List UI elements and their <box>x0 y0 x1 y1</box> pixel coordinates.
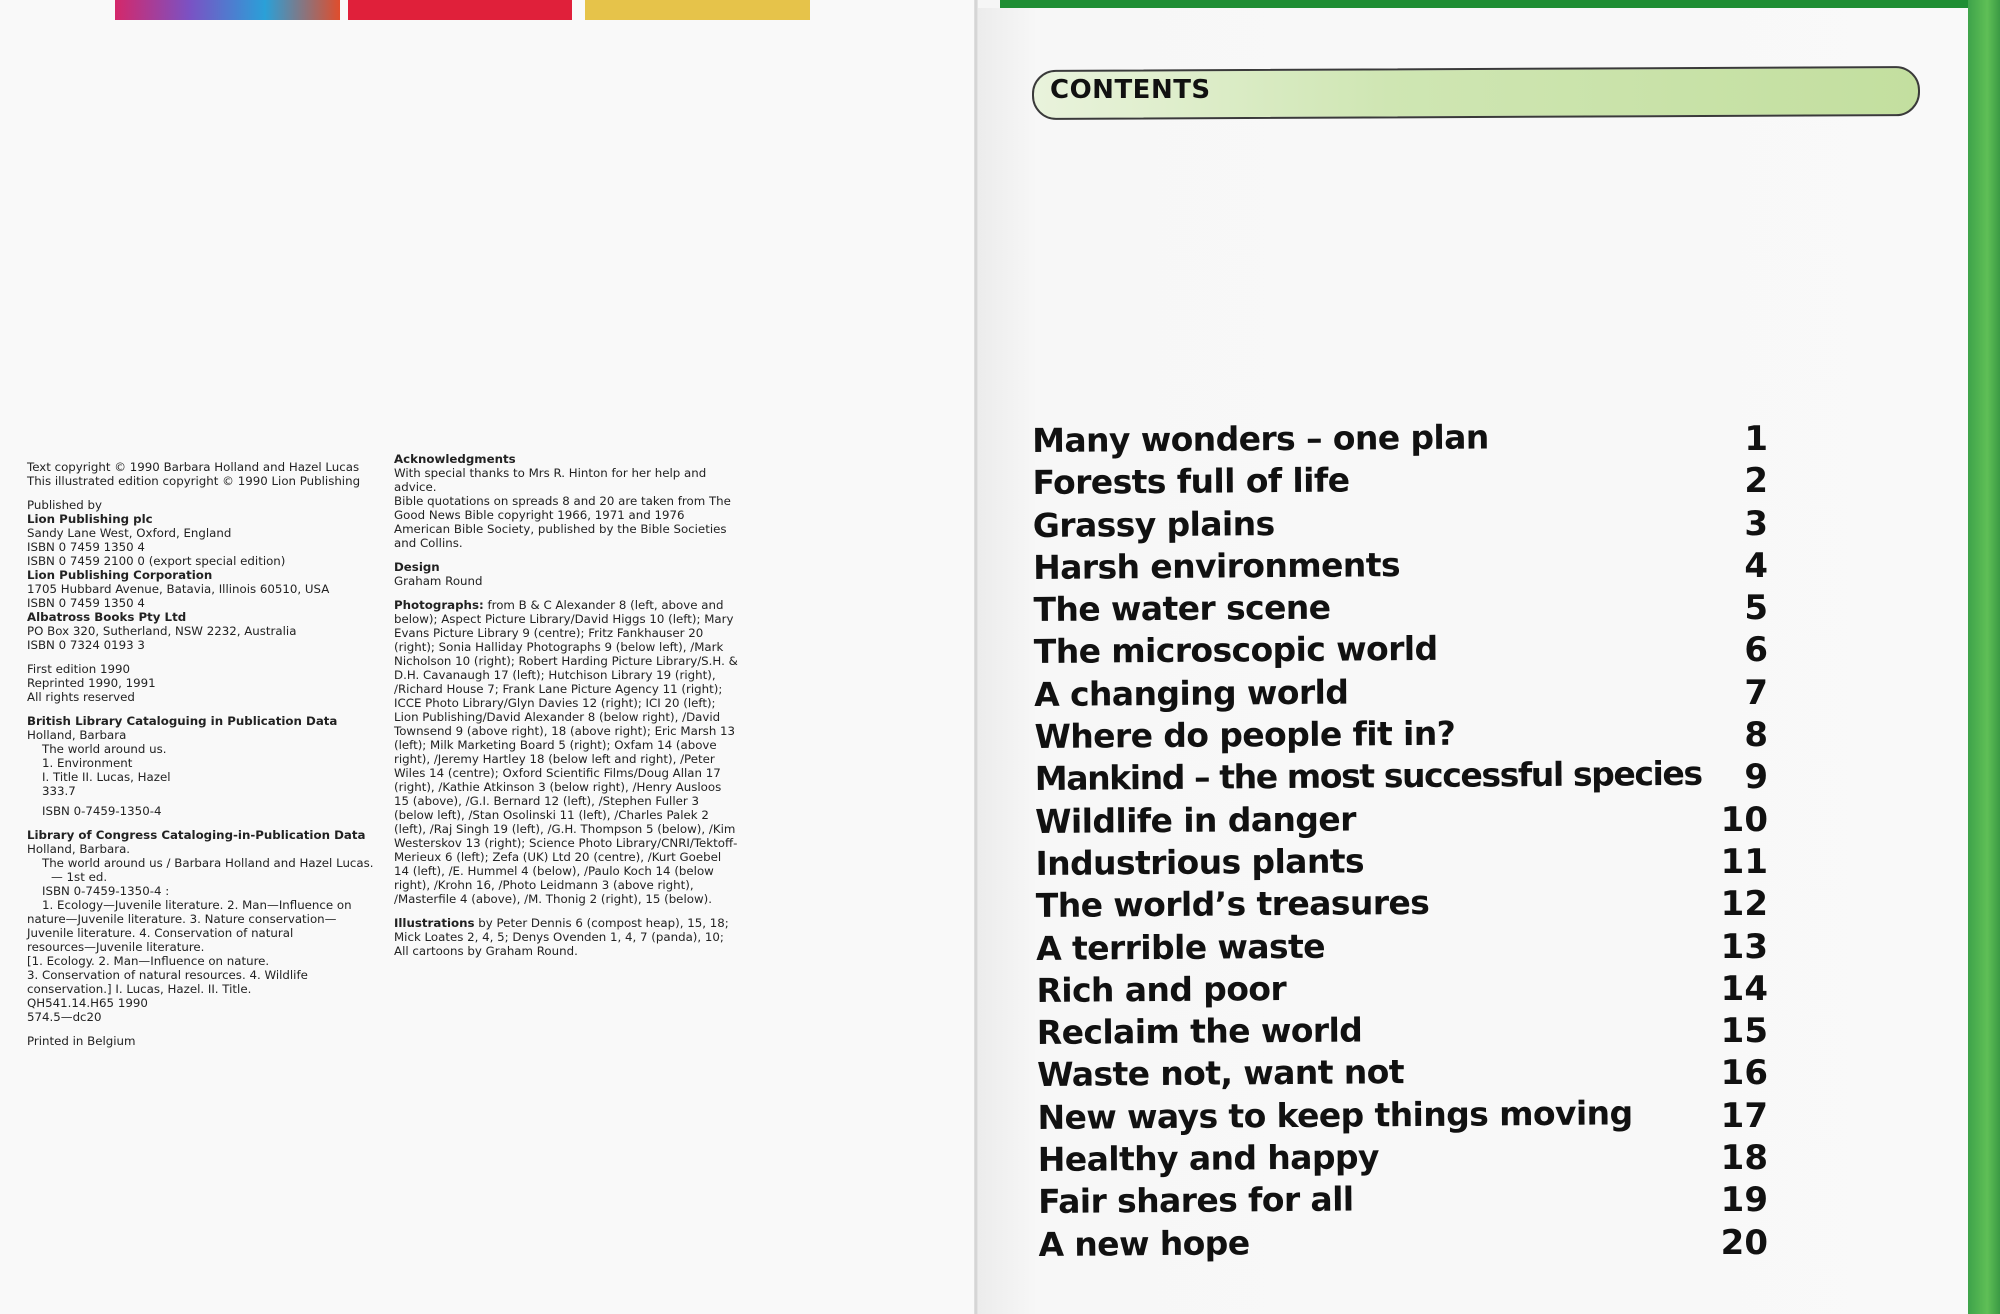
contents-item: A new hope <box>1038 1222 1250 1264</box>
contents-item: The water scene <box>1033 587 1331 630</box>
credits-column <box>394 452 739 958</box>
contents-list <box>1032 414 1769 1266</box>
illustrations-credit <box>394 916 739 958</box>
contents-item: The world’s treasures <box>1035 883 1430 926</box>
contents-item: Fair shares for all <box>1037 1179 1354 1222</box>
catalogue-line: The world around us. <box>42 742 167 756</box>
catalogue-line: Holland, Barbara. <box>27 842 131 856</box>
contents-number: 16 <box>1720 1053 1768 1094</box>
publisher-line: ISBN 0 7459 1350 4 <box>27 540 145 554</box>
contents-item: Rich and poor <box>1036 968 1287 1010</box>
contents-item: Wildlife in danger <box>1034 799 1356 841</box>
publisher-line: ISBN 0 7459 2100 0 (export special edition) <box>27 554 286 568</box>
contents-number: 5 <box>1744 588 1768 629</box>
publisher-line: 1705 Hubbard Avenue, Batavia, Illinois 60510, USA <box>27 582 330 596</box>
illustrations-text: by Peter Dennis 6 (compost heap), 15, 18; Mick Loates 2, 4, 5; Denys Ovenden 1, 4, 7 (panda), 10; All cartoons by Graham Round. <box>394 916 729 958</box>
contents-number: 9 <box>1744 757 1768 798</box>
catalogue-line: The world around us / Barbara Holland and Hazel Lucas. <box>42 856 374 870</box>
copyright-line: This illustrated edition copyright © 1990 Lion Publishing <box>27 474 361 488</box>
contents-item: The microscopic world <box>1033 629 1438 672</box>
catalogue-line: — 1st ed. <box>51 870 108 884</box>
contents-number: 3 <box>1744 503 1768 544</box>
contents-numbers <box>1712 418 1768 1264</box>
photographs-text: from B & C Alexander 8 (left, above and below); Aspect Picture Library/David Higgs 10 (left); Mary Evans Picture Library 9 (centre); Fritz Fankhauser 20 (right); Sonia Halliday Photographs 9 (below left), /Mark Nicholson 10 (right); Robert Harding Picture Library/S.H. & D.H. Cavanaugh 17 (left); Hutchison Library 19 (right), /Richard House 7; Frank Lane Picture Agency 11 (right); ICCE Photo Library/Glyn Davies 12 (right); ICI 20 (left); Lion Publishing/David Alexander 8 (below right), /David Townsend 9 (above right), 18 (above right); Eric Marsh 13 (left); Milk Marketing Board 5 (right); Oxfam 14 (above right), /Jeremy Hartley 18 (below left and right), /Peter Wiles 14 (centre); Oxford Scientific Films/Doug Allan 17 (right), /Kathie Atkinson 3 (below right), /Henry Ausloos 15 (above), /G.I. Bernard 12 (left), /Stephen Fuller 3 (below left), /Stan Osolinski 11 (left), /Charles Palek 2 (left), /Raj Singh 19 (left), /G.H. Thompson 5 (below), /Kim Westerskov 13 (right); Science Photo Library/CNRI/Tektoff-Merieux 6 (left); Zefa (UK) Ltd 20 (centre), /Kurt Goebel 14 (left), /E. Hummel 4 (below), /Paulo Koch 14 (below right), /Krohn 16, /Photo Leidmann 3 (above right), /Masterfile 4 (above), /M. Thonig 2 (right), 15 (below). <box>394 598 738 906</box>
contents-item: A terrible waste <box>1035 926 1326 968</box>
illustrations-label: Illustrations <box>394 916 475 930</box>
design-name: Graham Round <box>394 574 483 588</box>
contents-number: 18 <box>1720 1138 1768 1179</box>
contents-item: Harsh environments <box>1033 545 1401 587</box>
bible-credit-text: Bible quotations on spreads 8 and 20 are taken from The Good News Bible copyright 1966, 1971 and 1976 American Bible Society, published by the Bible Societies and Collins. <box>394 494 731 550</box>
contents-item: Where do people fit in? <box>1034 713 1456 757</box>
page-edge-yellow <box>585 0 810 20</box>
page-edge-red <box>348 0 572 20</box>
published-by-label: Published by <box>27 498 103 512</box>
contents-number: 14 <box>1720 968 1768 1009</box>
contents-number: 6 <box>1744 630 1768 671</box>
catalogue-line: 333.7 <box>42 784 76 798</box>
contents-number: 4 <box>1744 545 1768 586</box>
publisher-name: Lion Publishing plc <box>27 512 153 526</box>
publisher-line: ISBN 0 7459 1350 4 <box>27 596 145 610</box>
publisher-line: ISBN 0 7324 0193 3 <box>27 638 145 652</box>
contents-number: 11 <box>1720 841 1768 882</box>
catalogue-line: nature—Juvenile literature. 3. Nature conservation— <box>27 912 337 926</box>
contents-item: Forests full of life <box>1032 460 1350 503</box>
contents-item: Reclaim the world <box>1036 1010 1363 1053</box>
catalogue-line: QH541.14.H65 1990 <box>27 996 148 1010</box>
copyright-column <box>27 460 387 1048</box>
contents-number: 20 <box>1720 1222 1768 1263</box>
contents-number: 12 <box>1720 884 1768 925</box>
contents-item: Grassy plains <box>1032 503 1275 545</box>
edition-line: Reprinted 1990, 1991 <box>27 676 156 690</box>
catalogue-line: ISBN 0-7459-1350-4 : <box>42 884 170 898</box>
catalogue-line: 1. Environment <box>42 756 133 770</box>
publisher-name: Lion Publishing Corporation <box>27 568 213 582</box>
contents-item: Industrious plants <box>1035 841 1365 883</box>
edition-line: First edition 1990 <box>27 662 130 676</box>
edition-line: All rights reserved <box>27 690 135 704</box>
contents-number: 8 <box>1744 715 1768 756</box>
catalogue-line: 3. Conservation of natural resources. 4. Wildlife <box>27 968 308 982</box>
british-library-heading: British Library Cataloguing in Publication Data <box>27 714 338 728</box>
acknowledgments-text: With special thanks to Mrs R. Hinton for her help and advice. <box>394 466 707 494</box>
catalogue-line: conservation.] I. Lucas, Hazel. II. Title. <box>27 982 252 996</box>
contents-number: 7 <box>1744 672 1768 713</box>
contents-number: 2 <box>1744 461 1768 502</box>
contents-number: 1 <box>1744 419 1768 459</box>
catalogue-line: Holland, Barbara <box>27 728 127 742</box>
contents-title: CONTENTS <box>1050 75 1211 105</box>
contents-item: A changing world <box>1034 672 1349 714</box>
catalogue-line: 574.5—dc20 <box>27 1010 102 1024</box>
contents-number: 17 <box>1720 1095 1768 1136</box>
cover-edge-green <box>1968 0 2000 1314</box>
contents-item: Healthy and happy <box>1037 1137 1379 1180</box>
contents-number: 10 <box>1720 799 1768 840</box>
book-gutter <box>974 0 978 1314</box>
publisher-line: PO Box 320, Sutherland, NSW 2232, Australia <box>27 624 297 638</box>
contents-item: New ways to keep things moving <box>1037 1093 1633 1137</box>
contents-number: 19 <box>1720 1180 1768 1221</box>
catalogue-line: I. Title II. Lucas, Hazel <box>42 770 171 784</box>
catalogue-line: resources—Juvenile literature. <box>27 940 205 954</box>
acknowledgments-heading: Acknowledgments <box>394 452 516 466</box>
catalogue-line: ISBN 0-7459-1350-4 <box>42 804 162 818</box>
contents-item: Waste not, want not <box>1036 1052 1405 1095</box>
catalogue-line: [1. Ecology. 2. Man—Influence on nature. <box>27 954 270 968</box>
photographs-credit <box>394 598 739 906</box>
catalogue-line: Juvenile literature. 4. Conservation of natural <box>27 926 294 940</box>
publisher-line: Sandy Lane West, Oxford, England <box>27 526 232 540</box>
contents-item: Mankind – the most successful species <box>1034 754 1702 799</box>
design-heading: Design <box>394 560 440 574</box>
printed-in: Printed in Belgium <box>27 1034 136 1048</box>
contents-number: 15 <box>1720 1011 1768 1052</box>
page-edge-green <box>1000 0 2000 8</box>
library-of-congress-heading: Library of Congress Cataloging-in-Publication Data <box>27 828 366 842</box>
contents-number: 13 <box>1720 926 1768 967</box>
publisher-name: Albatross Books Pty Ltd <box>27 610 187 624</box>
copyright-line: Text copyright © 1990 Barbara Holland and Hazel Lucas <box>27 460 360 474</box>
catalogue-line: 1. Ecology—Juvenile literature. 2. Man—Influence on <box>42 898 352 912</box>
photographs-label: Photographs: <box>394 598 484 612</box>
page-edge-multicolor <box>115 0 340 20</box>
contents-item: Many wonders – one plan <box>1032 417 1489 460</box>
